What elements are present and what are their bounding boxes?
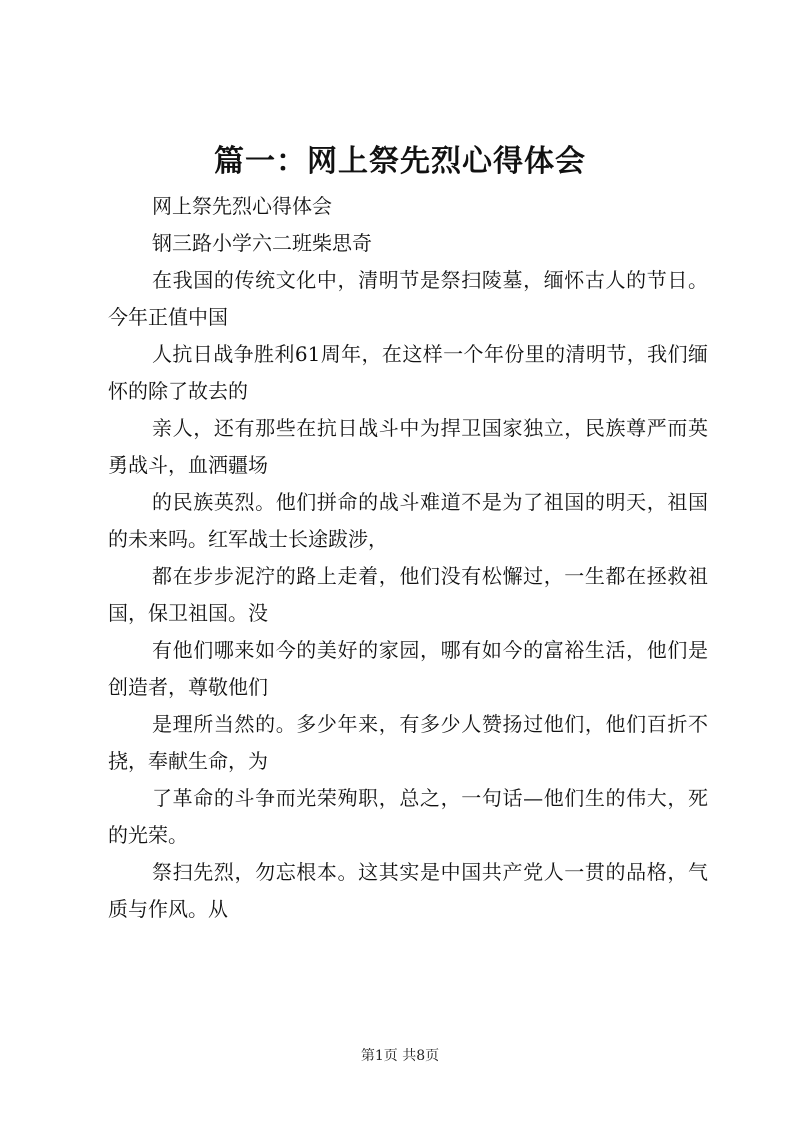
text-line: 们缅怀的除了故去的 [108,342,708,403]
paragraph [108,262,708,336]
document-title: 篇一：网上祭先烈心得体会 [214,144,586,179]
text-line: 祭扫先烈，勿忘根本。这其实是中国共产党人一贯的品格， [152,860,688,884]
text-line: 是理所当然的。多少年来，有多少人赞扬过他们，他们百折 [152,712,688,736]
document-body [108,188,708,928]
text-line: 死的光荣。 [108,786,708,847]
paragraph [108,854,708,928]
paragraph [108,225,708,262]
text-line: 气质与作风。从 [108,860,708,921]
page-footer: 第1页 共8页 [360,1048,440,1064]
paragraph [108,484,708,558]
text-line: 祖国，保卫祖国。没 [108,564,708,625]
text-line: 网上祭先烈心得体会 [152,194,332,218]
text-line: 人抗日战争胜利61周年，在这样一个年份里的清明节，我 [152,342,668,366]
paragraph [108,188,708,225]
paragraph [108,780,708,854]
paragraph [108,632,708,706]
text-line: 在我国的传统文化中，清明节是祭扫陵墓，缅怀古人的节日。 [152,268,708,292]
text-line: 钢三路小学六二班柴思奇 [152,231,372,255]
paragraph [108,336,708,410]
text-line: 是创造者，尊敬他们 [108,638,708,699]
text-line: 有他们哪来如今的美好的家园，哪有如今的富裕生活，他们 [152,638,688,662]
text-line: 今年正值中国 [108,305,228,329]
text-line: 国的未来吗。红军战士长途跋涉， [108,490,708,551]
paragraph [108,558,708,632]
text-line: 英勇战斗，血洒疆场 [108,416,708,477]
text-line: 亲人，还有那些在抗日战斗中为捍卫国家独立，民族尊严而 [152,416,688,440]
paragraph [108,706,708,780]
paragraph [108,410,708,484]
text-line: 了革命的斗争而光荣殉职，总之，一句话—他们生的伟大， [152,786,688,810]
text-line: 不挠，奉献生命，为 [108,712,708,773]
text-line: 的民族英烈。他们拼命的战斗难道不是为了祖国的明天，祖 [152,490,688,514]
text-line: 都在步步泥泞的路上走着，他们没有松懈过，一生都在拯救 [152,564,688,588]
